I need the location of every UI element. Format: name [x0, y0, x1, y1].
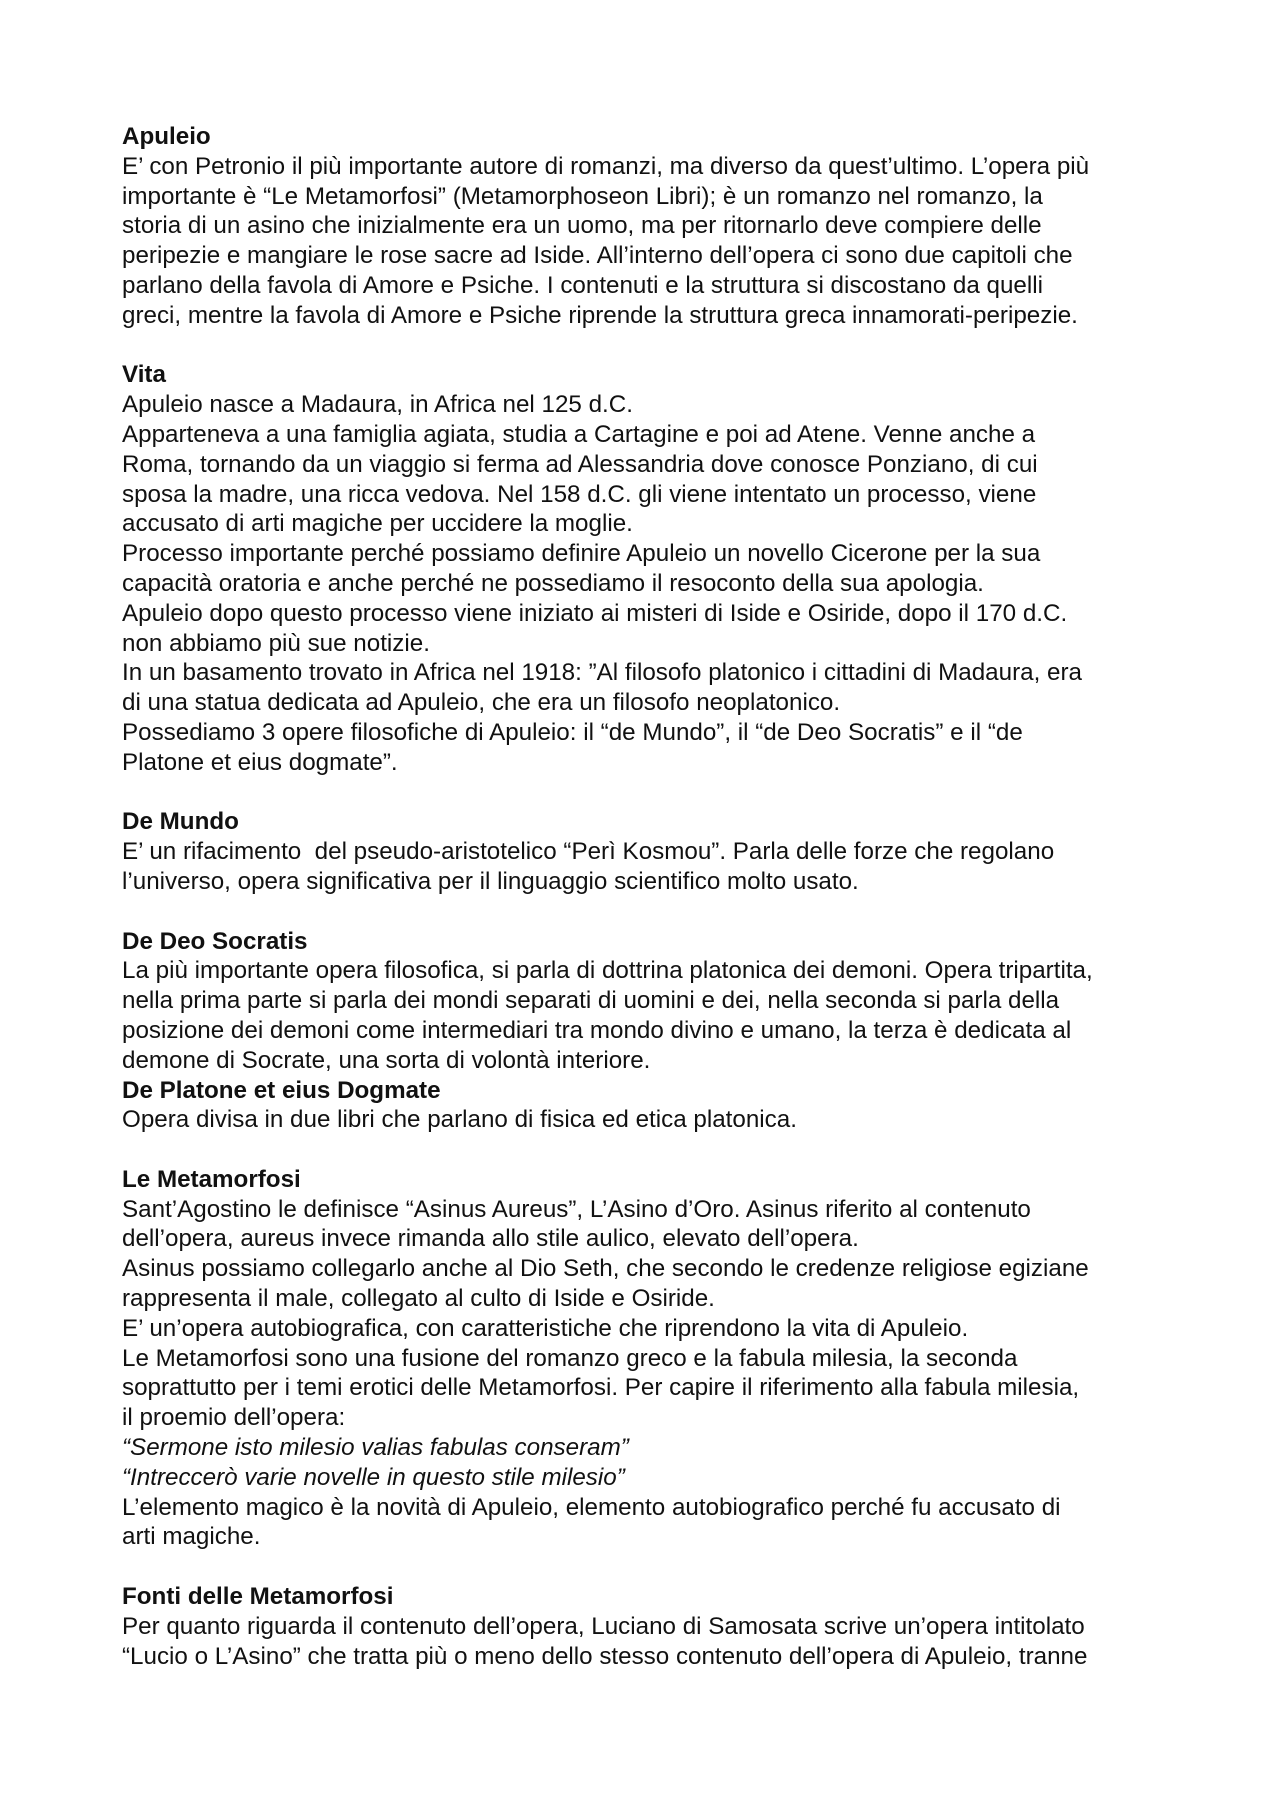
body-line: Roma, tornando da un viaggio si ferma ad Alessandria dove conosce Ponziano, di cui [122, 450, 1038, 478]
heading-de-deo-socratis: De Deo Socratis [122, 927, 308, 955]
body-line: dell’opera, aureus invece rimanda allo stile aulico, elevato dell’opera. [122, 1225, 859, 1253]
heading-le-metamorfosi: Le Metamorfosi [122, 1165, 301, 1193]
body-line: Processo importante perché possiamo definire Apuleio un novello Cicerone per la sua [122, 540, 1041, 568]
body-line: “Lucio o L’Asino” che tratta più o meno dello stesso contenuto dell’opera di Apuleio, tranne [122, 1642, 1088, 1670]
body-line: L’elemento magico è la novità di Apuleio, elemento autobiografico perché fu accusato di [122, 1493, 1061, 1521]
body-line: peripezie e mangiare le rose sacre ad Iside. All’interno dell’opera ci sono due capitoli che [122, 242, 1073, 270]
body-line: non abbiamo più sue notizie. [122, 629, 430, 657]
body-line: E’ con Petronio il più importante autore di romanzi, ma diverso da quest’ultimo. L’opera più [122, 152, 1090, 180]
spacer [122, 778, 1190, 808]
heading-vita: Vita [122, 361, 166, 389]
body-line: Per quanto riguarda il contenuto dell’opera, Luciano di Samosata scrive un’opera intitolato [122, 1612, 1085, 1640]
body-line: E’ un rifacimento del pseudo-aristotelico “Perì Kosmou”. Parla delle forze che regolano [122, 838, 1055, 866]
heading-apuleio: Apuleio [122, 123, 211, 150]
body-line: Le Metamorfosi sono una fusione del romanzo greco e la fabula milesia, la seconda [122, 1344, 1018, 1372]
body-line: accusato di arti magiche per uccidere la moglie. [122, 510, 633, 538]
body-line: rappresenta il male, collegato al culto di Iside e Osiride. [122, 1285, 715, 1313]
body-line: di una statua dedicata ad Apuleio, che era un filosofo neoplatonico. [122, 689, 841, 717]
body-line: Possediamo 3 opere filosofiche di Apuleio: il “de Mundo”, il “de Deo Socratis” e il “de [122, 718, 1023, 746]
body-line: Apuleio nasce a Madaura, in Africa nel 125 d.C. [122, 391, 633, 419]
body-line: arti magiche. [122, 1523, 261, 1551]
heading-de-mundo: De Mundo [122, 808, 239, 836]
body-line: storia di un asino che inizialmente era un uomo, ma per ritornarlo deve compiere delle [122, 212, 1042, 240]
body-line: soprattutto per i temi erotici delle Metamorfosi. Per capire il riferimento alla fabula milesia, [122, 1374, 1080, 1402]
body-line: greci, mentre la favola di Amore e Psiche riprende la struttura greca innamorati-peripezie. [122, 301, 1078, 329]
body-line: La più importante opera filosofica, si parla di dottrina platonica dei demoni. Opera tripartita, [122, 957, 1093, 985]
heading-fonti-delle-metamorfosi: Fonti delle Metamorfosi [122, 1583, 394, 1611]
body-line: Apuleio dopo questo processo viene iniziato ai misteri di Iside e Osiride, dopo il 170 d.C. [122, 599, 1068, 627]
body-line: E’ un’opera autobiografica, con caratteristiche che riprendono la vita di Apuleio. [122, 1314, 969, 1342]
spacer [122, 1552, 1190, 1582]
body-line: Asinus possiamo collegarlo anche al Dio Seth, che secondo le credenze religiose egiziane [122, 1255, 1089, 1283]
body-line: l’universo, opera significativa per il linguaggio scientifico molto usato. [122, 867, 859, 895]
body-line: capacità oratoria e anche perché ne possediamo il resoconto della sua apologia. [122, 569, 984, 597]
latin-quote: “Sermone isto milesio valias fabulas conseram” [122, 1434, 629, 1462]
body-line: Platone et eius dogmate”. [122, 748, 398, 776]
body-line: Opera divisa in due libri che parlano di fisica ed etica platonica. [122, 1106, 797, 1134]
body-line: il proemio dell’opera: [122, 1404, 346, 1432]
heading-de-platone: De Platone et eius Dogmate [122, 1076, 441, 1104]
body-line: posizione dei demoni come intermediari tra mondo divino e umano, la terza è dedicata al [122, 1016, 1072, 1044]
spacer [122, 897, 1190, 927]
spacer [122, 331, 1190, 361]
body-line: parlano della favola di Amore e Psiche. I contenuti e la struttura si discostano da quelli [122, 271, 1044, 299]
body-line: importante è “Le Metamorfosi” (Metamorphoseon Libri); è un romanzo nel romanzo, la [122, 182, 1043, 210]
body-line: nella prima parte si parla dei mondi separati di uomini e dei, nella seconda si parla della [122, 987, 1060, 1015]
body-line: Sant’Agostino le definisce “Asinus Aureus”, L’Asino d’Oro. Asinus riferito al contenuto [122, 1195, 1031, 1223]
body-line: demone di Socrate, una sorta di volontà interiore. [122, 1046, 651, 1074]
italian-translation-quote: “Intreccerò varie novelle in questo stile milesio” [122, 1463, 625, 1491]
body-line: In un basamento trovato in Africa nel 1918: ”Al filosofo platonico i cittadini di Madaura, era [122, 659, 1082, 687]
spacer [122, 1135, 1190, 1165]
body-line: sposa la madre, una ricca vedova. Nel 158 d.C. gli viene intentato un processo, viene [122, 480, 1037, 508]
body-line: Apparteneva a una famiglia agiata, studia a Cartagine e poi ad Atene. Venne anche a [122, 420, 1036, 448]
